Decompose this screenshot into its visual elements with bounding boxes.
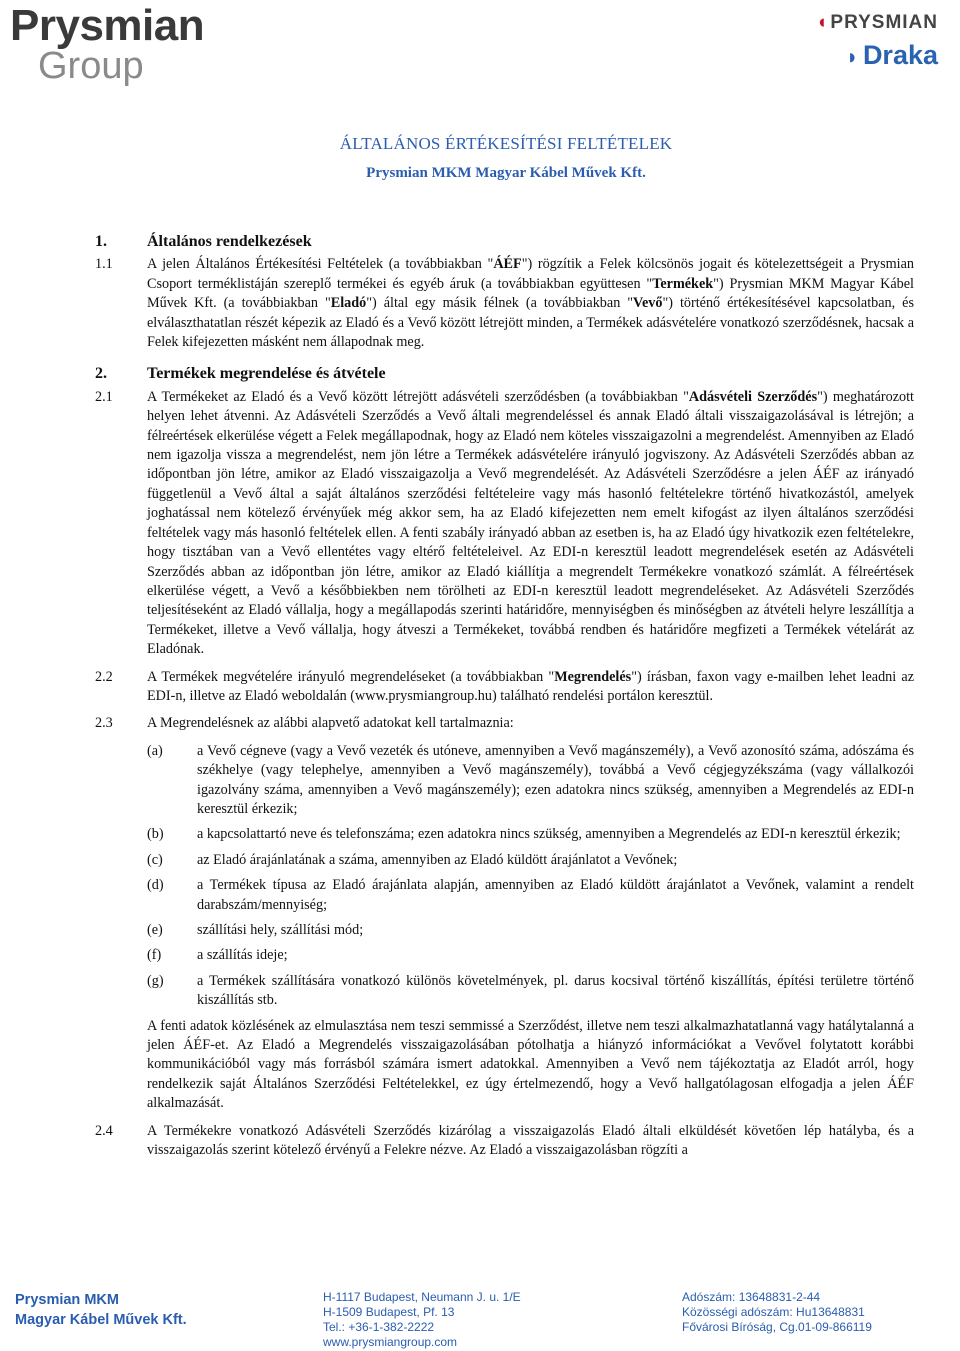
logo-right-line1: ◖ PRYSMIAN xyxy=(815,12,938,33)
logo-right-line2: ◗ Draka xyxy=(845,40,938,70)
paragraph-2-1: 2.1 A Termékeket az Eladó és a Vevő között létrejött adásvételi szerződésben (a továbbiakban "Adásvételi Szerződés") meghatározott helyen lehet átvenni. Az Adásvételi Szerződés a Vevő általi megrendeléssel és annak Eladó általi visszaigazolásával is létrejön; a félreértések elkerülése végett a Felek megállapodnak, hogy az Eladó nem köteles visszaigazolni a megrendelést. Amennyiben az Eladó nem igazolja vissza a megrendelést, nem jön létre a Termékek adásvételére irányuló jogviszony. Az Adásvételi Szerződés abban az időpontban jön létre, amikor az Eladó visszaigazolja a Vevő megrendelését. Az Adásvételi Szerződésre a jelen ÁÉF az irányadó függetlenül a Vevő által a saját általános szerződési feltételeire vagy más hasonló feltételekre történő hivatkozástól, amelyek joghatással nem kötelező érvényűek még akkor sem, ha az Eladó kifejezetten nem emelt kifogást az ilyen általános szerződési feltételek vagy más hasonló feltételek ellen. A fenti szabály irányadó abban az esetben is, ha az Eladó úgy hivatkozik ezen feltételekre, hogy tisztában van a Vevő ellentétes vagy eltérő feltételeivel. Az EDI-n keresztül leadott megrendelések esetén az Adásvételi Szerződés abban az időpontban jön létre, amikor az Eladó kiállítja a megrendelt Termékekre vonatkozó számlát. A félreértések elkerülése végett, a Vevő a későbbiekben nem törölheti az EDI-n keresztül leadott megrendeléseket. Az Adásvételi Szerződés teljesítéseként az Eladó vállalja, hogy a megállapodás szerinti határidőre, mennyiségben és minőségben az átvételi helyre leszállítja a Termékeket, illetve a Vevő vállalja, hogy átveszi a Termékeket, továbbá rendben és határidőre megfizeti a Termékek vételárát az Eladónak. xyxy=(95,388,914,658)
list-item: (f) a szállítás ideje; xyxy=(147,947,288,964)
prysmian-group-logo xyxy=(10,1,230,87)
footer-address: H-1117 Budapest, Neumann J. u. 1/E H-1509 Budapest, Pf. 13 Tel.: +36-1-382-2222 www.prysmiangroup.com xyxy=(323,1290,521,1349)
document-subtitle: Prysmian MKM Magyar Kábel Művek Kft. xyxy=(366,165,646,181)
page-footer xyxy=(0,1290,960,1350)
list-item: (g) a Termékek szállítására vonatkozó különös követelmények, pl. darus kocsival történő kiszállítás, építési területre történő kiszállítás stb. xyxy=(147,972,914,1009)
prysmian-mark-icon: ◖ xyxy=(815,12,829,33)
draka-mark-icon: ◗ xyxy=(845,44,859,69)
footer-registration: Adószám: 13648831-2-44 Közösségi adószám: Hu13648831 Fővárosi Bíróság, Cg.01-09-866119 xyxy=(682,1290,872,1334)
paragraph-2-3-continuation: A fenti adatok közlésének az elmulasztása nem teszi semmissé a Szerződést, illetve nem teszi alkalmazhatatlanná vagy hatálytalanná a jelen ÁÉF-et. Az Eladó a Megrendelés visszaigazolásában pótolhatja a hiányzó információkat a Vevővel folytatott korábbi kommunikációból vagy más forrásból számára ismert adatokkal. Amennyiben a Vevő nem tájékoztatja az Eladót arról, hogy rendelkezik saját Általános Szerződési Feltételekkel, ez úgy értelmezendő, hogy a Vevő hallgatólagosan elfogadja a jelen ÁÉF alkalmazását. xyxy=(147,1017,914,1112)
paragraph-2-3: 2.3 A Megrendelésnek az alábbi alapvető adatokat kell tartalmaznia: xyxy=(95,715,514,732)
list-item: (e) szállítási hely, szállítási mód; xyxy=(147,922,364,938)
paragraph-2-2: 2.2 A Termékek megvételére irányuló megrendeléseket (a továbbiakban "Megrendelés") írásban, faxon vagy e-mailben lehet leadni az EDI-n, illetve az Eladó weboldalán (www.prysmiangroup.hu) található rendelési portálon keresztül. xyxy=(95,668,914,704)
paragraph-1-1: 1.1 A jelen Általános Értékesítési Feltételek (a továbbiakban "ÁÉF") rögzítik a Felek kölcsönös jogait és kötelezettségeit a Prysmian Csoport terméklistáján szereplő termékei és egyéb áruk (a továbbiakban együttesen "Termékek") Prysmian MKM Magyar Kábel Művek Kft. (a továbbiakban "Eladó") által egy másik félnek (a továbbiakban "Vevő") történő értékesítésével kapcsolatban, és elválaszthatatlan részét képezik az Eladó és a Vevő között létrejött minden, a Termékek adásvételére vonatkozó szerződésnek, hacsak a Felek kifejezetten másként nem állapodnak meg. xyxy=(95,256,914,351)
list-item: (c) az Eladó árajánlatának a száma, amennyiben az Eladó küldött árajánlatot a Vevőnek; xyxy=(147,851,678,868)
logo-left-line1: Prysmian xyxy=(10,1,205,50)
section-2-heading: 2. Termékek megrendelése és átvétele xyxy=(95,365,386,383)
list-item: (a) a Vevő cégneve (vagy a Vevő vezeték és utóneve, amennyiben a Vevő magánszemély), a Vevő azonosító száma, adószáma és székhelye (vagy telephelye, amennyiben a Vevő magánszemély), továbbá a Vevő cégjegyzékszáma (vagy vállalkozói igazolvány száma, amennyiben a Vevő magánszemély); ezen adatokra nincs szükség, amennyiben a Megrendelés az EDI-n keresztül érkezik; xyxy=(147,742,914,817)
footer-company: Prysmian MKM Magyar Kábel Művek Kft. xyxy=(15,1292,187,1328)
paragraph-2-4: 2.4 A Termékekre vonatkozó Adásvételi Szerződés kizárólag a visszaigazolás Eladó általi elküldését követően lép hatályba, és a visszaigazolás szerint kötelező érvényű a Felekre nézve. Az Eladó a visszaigazolásban rögzíti a xyxy=(95,1122,914,1159)
prysmian-draka-logo xyxy=(758,12,938,77)
document-body xyxy=(95,232,914,1168)
section-1-heading: 1. Általános rendelkezések xyxy=(95,233,312,250)
list-item: (b) a kapcsolattartó neve és telefonszáma; ezen adatokra nincs szükség, amennyiben a Megrendelés az EDI-n keresztül érkezik; xyxy=(147,826,901,843)
list-item: (d) a Termékek típusa az Eladó árajánlata alapján, amennyiben az Eladó küldött árajánlatot a Vevőnek, valamint a rendelt darabszám/mennyiség; xyxy=(147,877,914,913)
document-title: ÁLTALÁNOS ÉRTÉKESÍTÉSI FELTÉTELEK xyxy=(339,134,673,153)
logo-left-line2: Group xyxy=(38,45,144,87)
